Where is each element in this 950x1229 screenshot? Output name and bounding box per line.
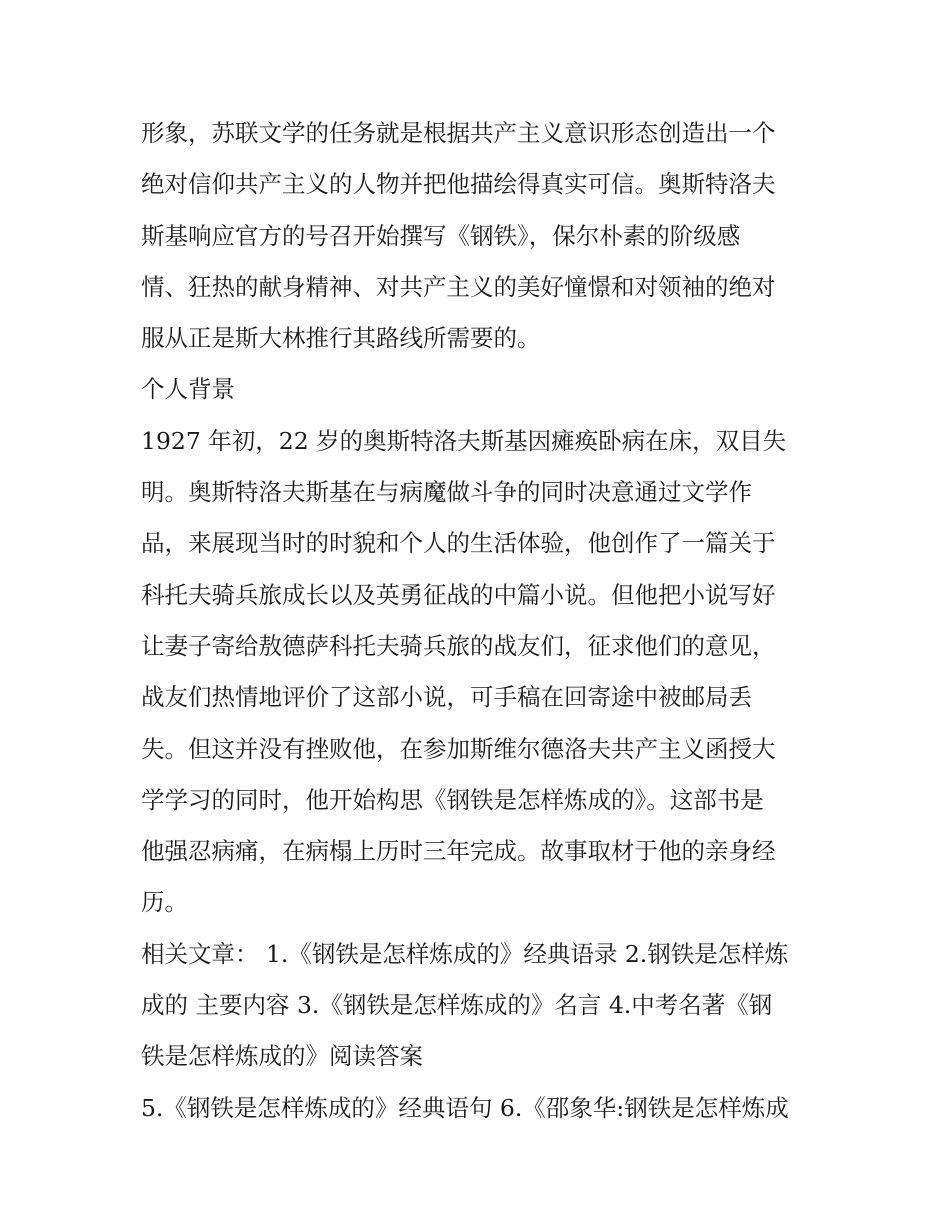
document-body [141,108,813,1134]
text-line: 服从正是斯大林推行其路线所需要的。 [141,324,541,353]
text-line: 斯基响应官方的号召开始撰写《钢铁》，保尔朴素的阶级感 [141,221,741,250]
related-articles-line: 铁是怎样炼成的》阅读答案 [141,1042,423,1071]
text-line: 他强忍病痛，在病榻上历时三年完成。故事取材于他的亲身经 [141,837,776,866]
text-line: 品，来展现当时的时貌和个人的生活体验，他创作了一篇关于 [141,529,776,558]
text-line: 形象，苏联文学的任务就是根据共产主义意识形态创造出一个 [141,119,776,147]
text-line: 学学习的同时，他开始构思《钢铁是怎样炼成的》。这部书是 [141,785,764,814]
text-line: 科托夫骑兵旅成长以及英勇征战的中篇小说。但他把小说写好 [141,580,776,609]
section-heading: 个人背景 [141,375,235,404]
text-line: 1927 年初，22 岁的奥斯特洛夫斯基因瘫痪卧病在床，双目失 [141,426,787,455]
related-articles-line: 成的 主要内容 3.《钢铁是怎样炼成的》名言 4.中考名著《钢 [141,991,773,1020]
related-articles-line: 相关文章： 1.《钢铁是怎样炼成的》经典语录 2.钢铁是怎样炼 [141,939,789,968]
related-articles-line: 5.《钢铁是怎样炼成的》经典语句 6.《邵象华:钢铁是怎样炼成 [141,1093,789,1122]
text-line: 情、狂热的献身精神、对共产主义的美好憧憬和对领袖的绝对 [141,272,776,301]
text-line: 失。但这并没有挫败他，在参加斯维尔德洛夫共产主义函授大 [141,734,776,763]
text-line: 战友们热情地评价了这部小说，可手稿在回寄途中被邮局丢 [141,683,752,712]
text-line: 绝对信仰共产主义的人物并把他描绘得真实可信。奥斯特洛夫 [141,170,776,199]
text-line: 历。 [141,888,188,917]
text-line: 明。奥斯特洛夫斯基在与病魔做斗争的同时决意通过文学作 [141,478,752,507]
text-line: 让妻子寄给敖德萨科托夫骑兵旅的战友们，征求他们的意见， [141,631,776,660]
